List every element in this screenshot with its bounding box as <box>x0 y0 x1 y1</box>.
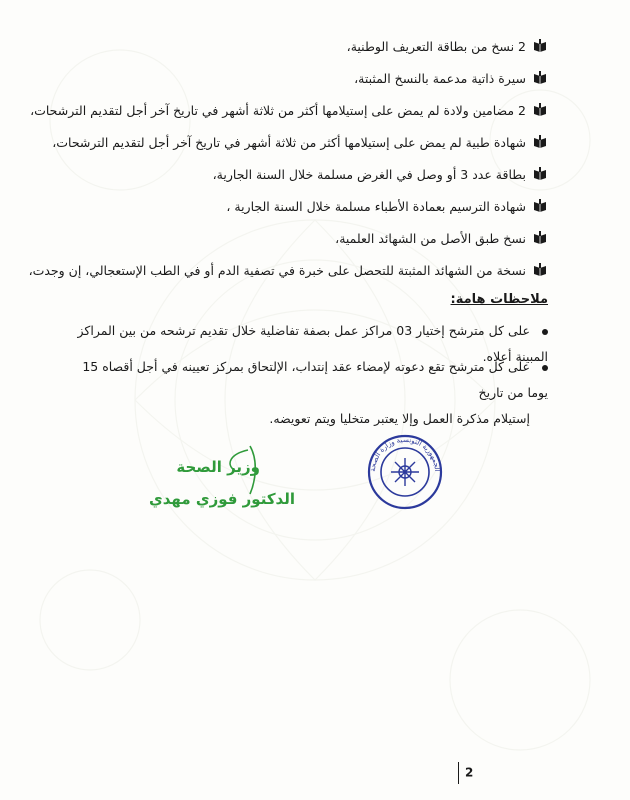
list-item-text: شهادة طبية لم يمض على إستيلامها أكثر من ثلاثة أشهر في تاريخ آخر أجل لتقديم الترشحات، <box>52 134 526 150</box>
book-bullet-icon <box>532 70 548 86</box>
list-item-text: 2 نسخ من بطاقة التعريف الوطنية، <box>346 38 526 54</box>
page-number-value: 2 <box>465 765 474 780</box>
official-seal-icon <box>365 432 445 512</box>
note-2-text-line2: إستيلام مذكرة العمل وإلا يعتبر متخليا ويتم تعويضه. <box>269 411 530 426</box>
list-item-text: نسخ طبق الأصل من الشهائد العلمية، <box>335 230 526 246</box>
note-2 <box>68 354 548 432</box>
list-item <box>52 126 548 158</box>
book-bullet-icon <box>532 38 548 54</box>
book-bullet-icon <box>532 198 548 214</box>
book-bullet-icon <box>532 166 548 182</box>
signature-line1: وزير الصحة <box>176 458 260 476</box>
list-item <box>28 254 548 286</box>
list-item <box>78 222 548 254</box>
list-item-text: نسخة من الشهائد المثبتة للتحصل على خبرة في تصفية الدم أو في الطب الإستعجالي، إن وجدت، <box>28 262 526 278</box>
book-bullet-icon <box>532 102 548 118</box>
book-bullet-icon <box>532 230 548 246</box>
page-number-divider <box>458 762 459 784</box>
bullet-dot-icon <box>542 365 548 371</box>
signature-line2: الدكتور فوزي مهدي <box>149 490 295 508</box>
page-number <box>458 762 473 784</box>
list-item <box>30 94 548 126</box>
signature-stamp <box>130 440 310 520</box>
list-item-text: 2 مضامين ولادة لم يمض على إستيلامها أكثر من ثلاثة أشهر في تاريخ آخر أجل لتقديم الترشحات، <box>30 102 526 118</box>
book-bullet-icon <box>532 134 548 150</box>
note-2-text-line1: على كل مترشح تقع دعوته لإمضاء عقد إنتداب، الإلتحاق بمركز تعيينه في أجل أقصاه 15 يوما من تاريخ <box>82 359 548 400</box>
list-item <box>78 62 548 94</box>
list-item <box>78 30 548 62</box>
bullet-dot-icon <box>542 329 548 335</box>
seal-text: الجمهورية التونسية وزارة الصحة <box>368 435 442 472</box>
notes-title: ملاحظات هامة: <box>450 292 548 307</box>
note-1-text: على كل مترشح إختيار 03 مراكز عمل بصفة تفاضلية خلال تقديم ترشحه من بين المراكز المبينة أعلاه. <box>77 323 548 364</box>
list-item-text: سيرة ذاتية مدعمة بالنسخ المثبتة، <box>354 70 526 86</box>
list-item <box>78 190 548 222</box>
list-item <box>78 158 548 190</box>
list-item-text: شهادة الترسيم بعمادة الأطباء مسلمة خلال السنة الجارية ، <box>226 198 526 214</box>
book-bullet-icon <box>532 262 548 278</box>
list-item-text: بطاقة عدد 3 أو وصل في الغرض مسلمة خلال السنة الجارية، <box>212 166 526 182</box>
required-documents-list <box>28 30 548 286</box>
